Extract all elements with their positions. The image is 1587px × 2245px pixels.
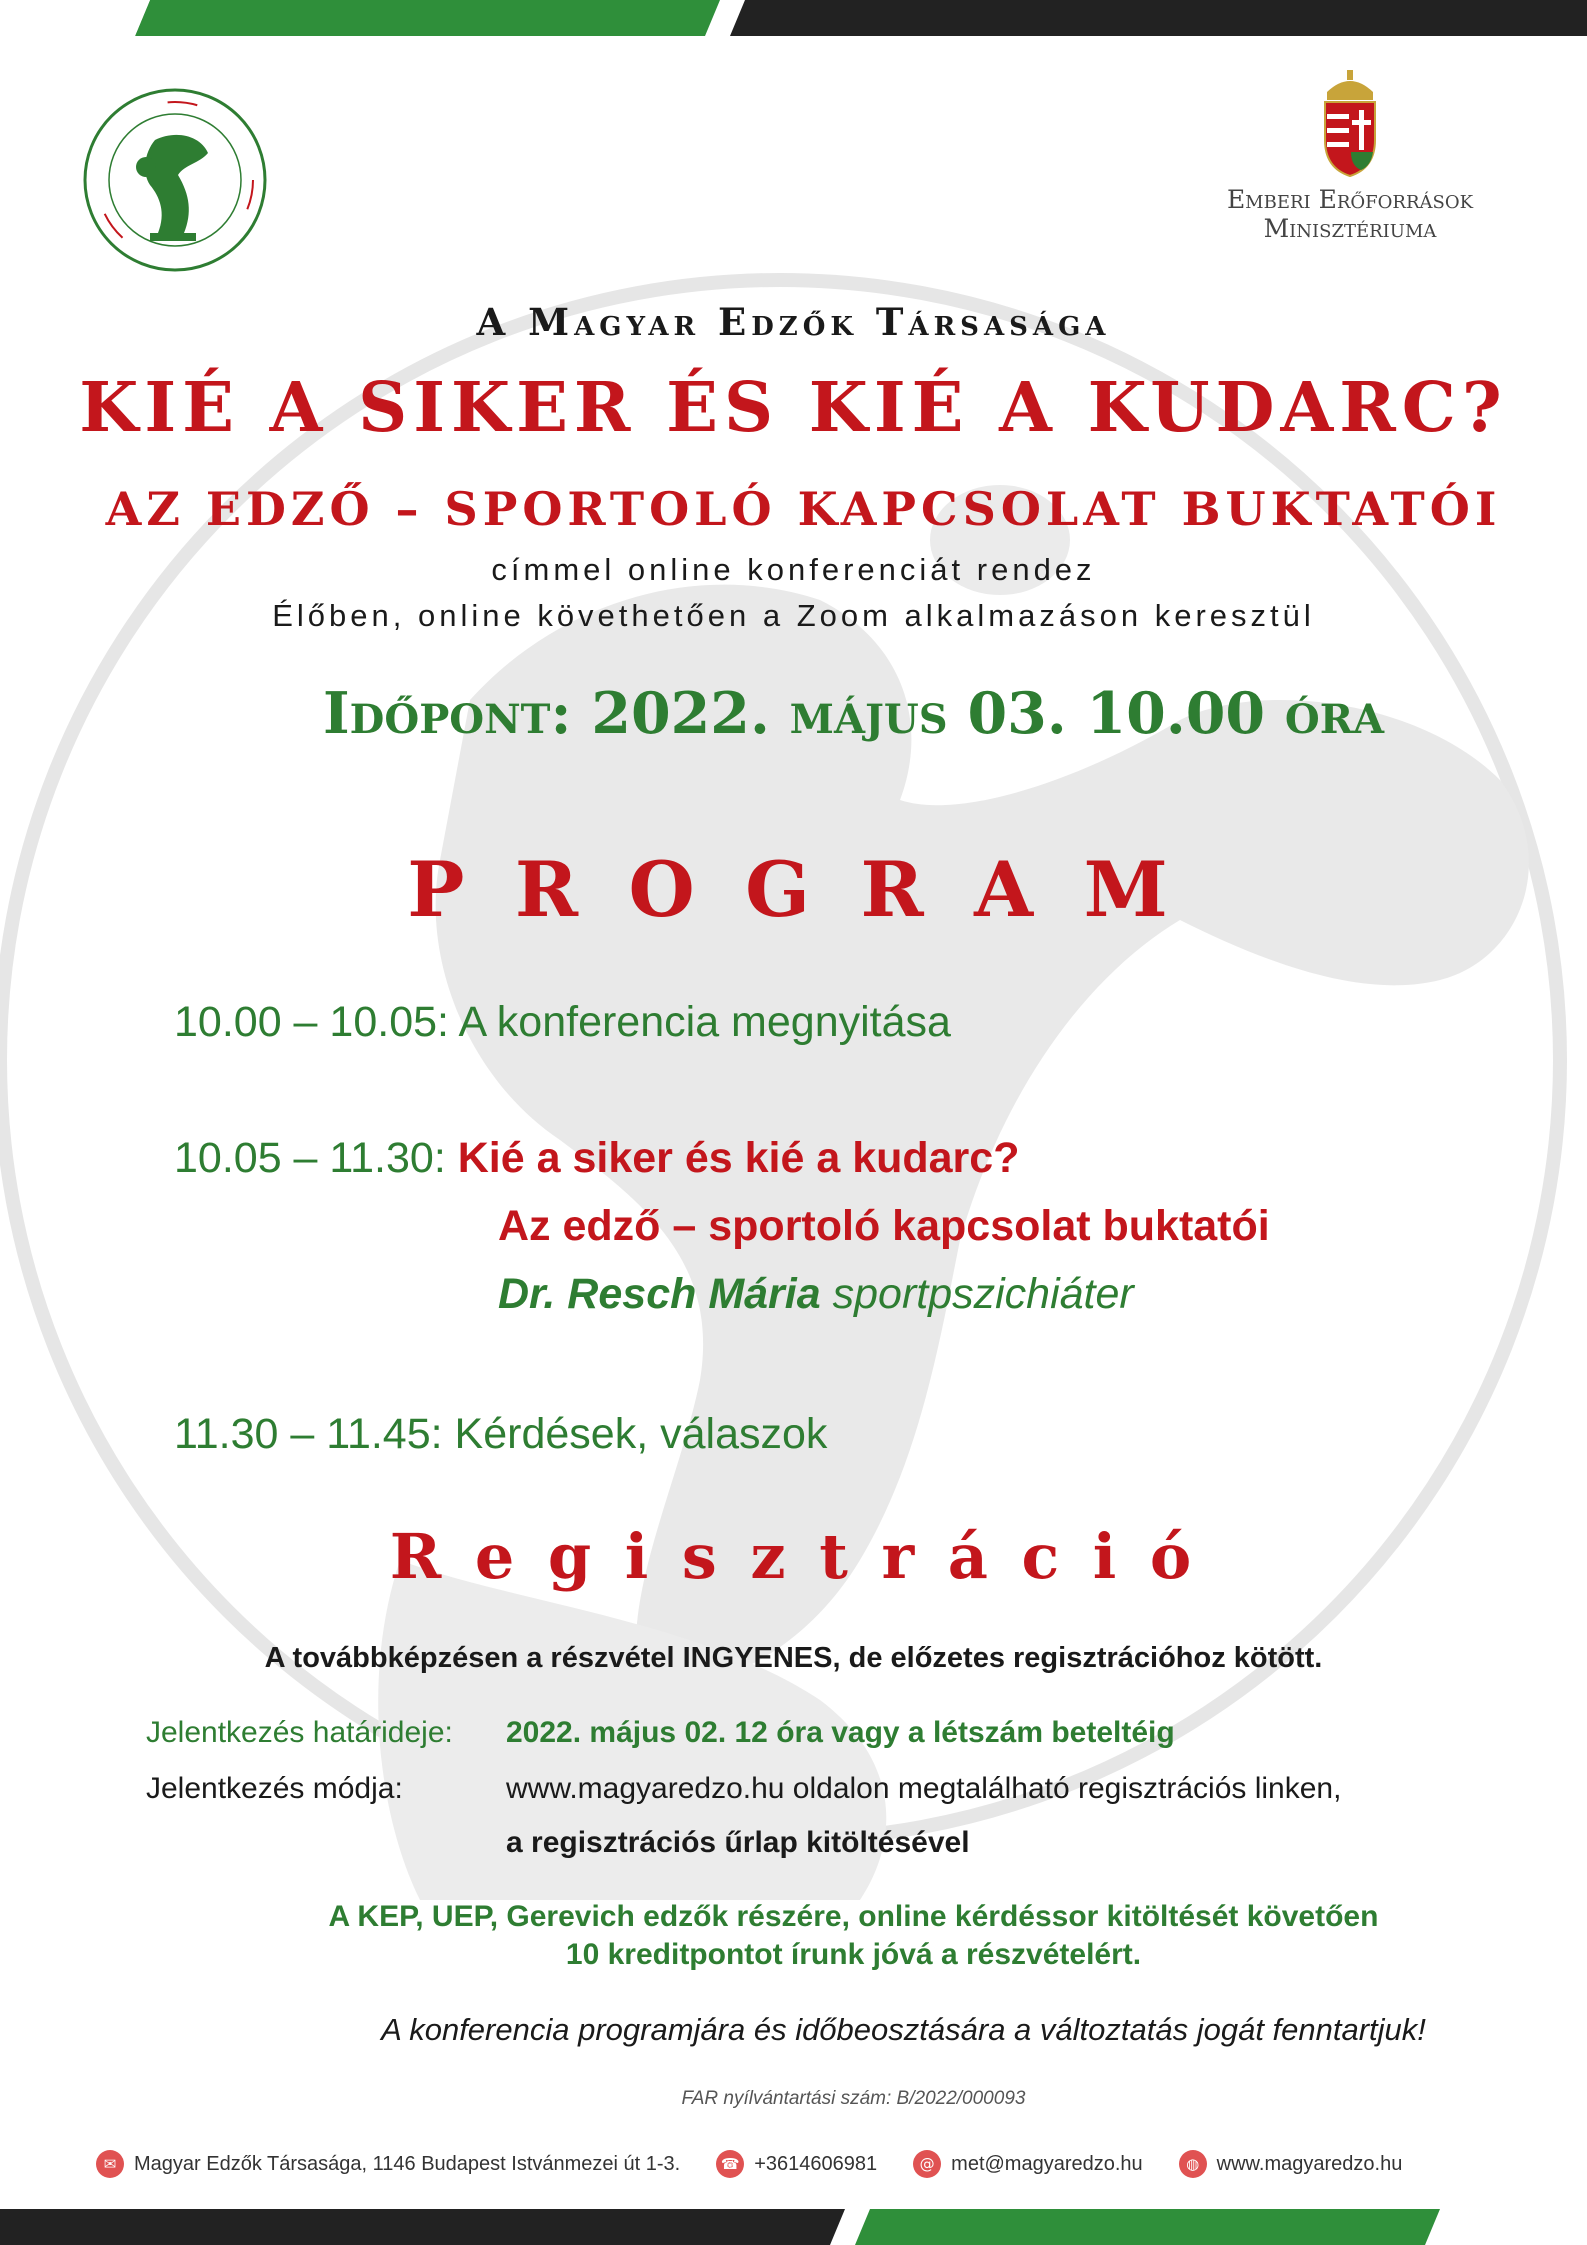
footer-phone[interactable] bbox=[716, 2150, 877, 2178]
footer-email[interactable] bbox=[913, 2150, 1143, 2178]
disclaimer: A konferencia programjára és időbeosztására a változtatás jogát fenntartjuk! bbox=[381, 2012, 1426, 2047]
method-label: Jelentkezés módja: bbox=[146, 1772, 403, 1805]
program-item-2-time: 10.05 – 11.30: bbox=[174, 1134, 446, 1182]
deadline-label: Jelentkezés határideje: bbox=[146, 1716, 453, 1749]
hungarian-coat-of-arms-icon bbox=[1315, 70, 1385, 180]
organizer-line: A Magyar Edzők Társasága bbox=[476, 300, 1111, 344]
program-item-2 bbox=[174, 1134, 1019, 1183]
registration-notice: A továbbképzésen a részvétel INGYENES, de előzetes regisztrációhoz kötött. bbox=[264, 1642, 1323, 1674]
method-value-1[interactable]: www.magyaredzo.hu oldalon megtalálható regisztrációs linken, bbox=[506, 1772, 1342, 1805]
footer-email-text: met@magyaredzo.hu bbox=[951, 2152, 1143, 2175]
top-stripe bbox=[0, 0, 1587, 36]
credit-line-2: 10 kreditpontot írunk jóvá a részvételért. bbox=[565, 1938, 1142, 1971]
mail-icon: ✉ bbox=[96, 2150, 124, 2178]
speaker-name: Dr. Resch Mária bbox=[498, 1270, 821, 1318]
intro-line1: címmel online konferenciát rendez bbox=[491, 552, 1096, 587]
program-item-2-speaker-line bbox=[498, 1270, 1134, 1319]
footer-contacts bbox=[96, 2150, 1496, 2178]
program-item-1 bbox=[174, 998, 951, 1047]
program-item-2-title1: Kié a siker és kié a kudarc? bbox=[457, 1134, 1020, 1182]
program-item-3-time: 11.30 – 11.45: bbox=[174, 1410, 443, 1458]
met-logo bbox=[80, 85, 270, 275]
event-subtitle: AZ EDZŐ – SPORTOLÓ KAPCSOLAT BUKTATÓI bbox=[105, 482, 1502, 536]
event-title: KIÉ A SIKER ÉS KIÉ A KUDARC? bbox=[79, 368, 1508, 448]
at-icon: @ bbox=[913, 2150, 941, 2178]
speaker-role: sportpszichiáter bbox=[832, 1270, 1134, 1318]
registration-heading: R e g i s z t r á c i ó bbox=[389, 1520, 1198, 1593]
footer-address bbox=[96, 2150, 680, 2178]
program-item-1-time: 10.00 – 10.05: bbox=[174, 998, 449, 1046]
credit-line-1: A KEP, UEP, Gerevich edzők részére, online kérdéssor kitöltését követően bbox=[328, 1900, 1379, 1933]
footer-address-text: Magyar Edzők Társasága, 1146 Budapest Istvánmezei út 1-3. bbox=[134, 2152, 681, 2175]
program-item-2-title2: Az edző – sportoló kapcsolat buktatói bbox=[498, 1202, 1270, 1250]
program-item-1-text: A konferencia megnyitása bbox=[458, 998, 951, 1046]
method-value-2: a regisztrációs űrlap kitöltésével bbox=[506, 1826, 970, 1859]
bottom-stripe bbox=[0, 2209, 1587, 2245]
footer-web[interactable] bbox=[1179, 2150, 1403, 2178]
program-item-3 bbox=[174, 1410, 827, 1459]
emmi-logo bbox=[1200, 70, 1500, 260]
event-date: Időpont: 2022. május 03. 10.00 óra bbox=[323, 680, 1384, 747]
phone-icon: ☎ bbox=[716, 2150, 744, 2178]
emmi-line2: Minisztériuma bbox=[1263, 214, 1437, 243]
program-heading: P R O G R A M bbox=[407, 845, 1180, 934]
intro-line2: Élőben, online követhetően a Zoom alkalmazáson keresztül bbox=[272, 598, 1315, 633]
emmi-line1: Emberi Erőforrások bbox=[1226, 185, 1474, 214]
globe-icon: ◍ bbox=[1179, 2150, 1207, 2178]
footer-web-text: www.magyaredzo.hu bbox=[1216, 2152, 1403, 2175]
deadline-value: 2022. május 02. 12 óra vagy a létszám beteltéig bbox=[506, 1716, 1175, 1749]
far-number: FAR nyílvántartási szám: B/2022/000093 bbox=[681, 2088, 1026, 2109]
program-item-3-text: Kérdések, válaszok bbox=[454, 1410, 828, 1458]
footer-phone-text: +3614606981 bbox=[754, 2152, 878, 2175]
